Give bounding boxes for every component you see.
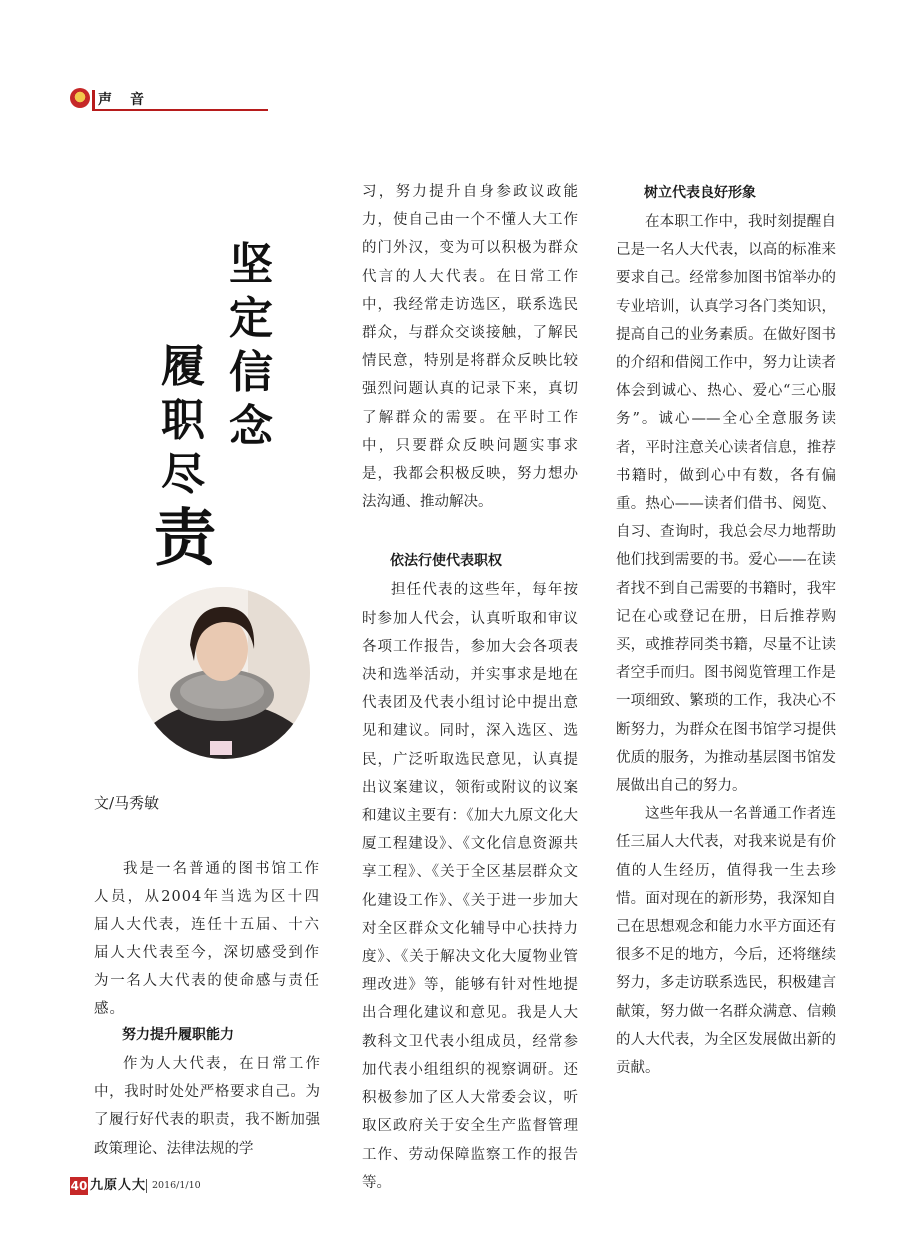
national-emblem-icon	[70, 88, 90, 108]
section-3-paragraph-2: 这些年我从一名普通工作者连任三届人大代表，对我来说是有价值的人生经历，值得我一生去珍惜。面对现在的新形势，我深知自己在思想观念和能力水平方面还有很多不足的地方，今后，还将继续努力，多走访联系选民，积极建言献策，努力做一名群众满意、信赖的人大代表，为全区发展做出新的贡献。	[616, 806, 836, 1077]
section-1-heading: 努力提升履职能力	[122, 1027, 234, 1043]
header-accent-bar	[92, 90, 95, 109]
section-1-paragraph-continued: 习，努力提升自身参政议政能力，使自己由一个不懂人大工作的门外汉，变为可以积极为群众代言的人大代表。在日常工作中，我经常走访选区，联系选民群众，与群众交谈接触，了解民情民意，特别是将群众反映比较强烈问题认真的记录下来，真切了解群众的需要。在平时工作中，只要群众反映问题实事求是，我都会积极反映，努力想办法沟通、推动解决。	[362, 184, 578, 511]
page-footer	[70, 1177, 250, 1195]
section-2-heading: 依法行使代表职权	[390, 553, 502, 570]
column-1	[94, 1024, 320, 1163]
title-line-1: 坚定信念	[229, 239, 273, 452]
section-3-heading: 树立代表良好形象	[644, 185, 756, 201]
header-rule	[92, 109, 268, 111]
byline: 文/马秀敏	[94, 794, 160, 812]
section-3-paragraph-1: 在本职工作中，我时刻提醒自己是一名人大代表，以高的标准来要求自己。经常参加图书馆举办的专业培训，认真学习各门类知识，提高自己的业务素质。在做好图书的介绍和借阅工作中，努力让读者体会到诚心、热心、爱心“三心服务”。诚心——全心全意服务读者，平时注意关心读者信息，推荐书籍时，做到心中有数，各有偏重。热心——读者们借书、阅览、自习、查询时，我总会尽力地帮助他们找到需要的书。爱心——在读者找不到自己需要的书籍时，我牢记在心或登记在册，日后推荐购买，或推荐同类书籍，尽量不让读者空手而归。图书阅览管理工作是一项细致、繁琐的工作，我决心不断努力，为群众在图书馆学习提供优质的服务，为推动基层图书馆发展做出自己的努力。	[616, 214, 836, 795]
footer-divider	[146, 1179, 147, 1193]
section-header	[70, 84, 200, 112]
title-line-3: 责	[153, 501, 216, 574]
section-1-paragraph: 作为人大代表，在日常工作中，我时时处处严格要求自己。为了履行好代表的职责，我不断加强政策理论、法律法规的学	[94, 1056, 320, 1157]
portrait-illustration	[138, 587, 310, 759]
section-2-paragraph: 担任代表的这些年，每年按时参加人代会，认真听取和审议各项工作报告，参加大会各项表决和选举活动，并实事求是地在代表团及代表小组讨论中提出意见和建议。同时，深入选区、选民，广泛听取选民意见，认真提出议案建议，领衔或附议的议案和建议主要有：《加大九原文化大厦工程建设》、《文化信息资源共享工程》、《关于全区基层群众文化建设工作》、《关于进一步加大对全区群众文化辅导中心扶持力度》、《关于解决文化大厦物业管理改进》等，能够有针对性地提出合理化建议和意见。我是人大教科文卫代表小组成员，经常参加代表小组组织的视察调研。还积极参加了区人大常委会议，听取区政府关于安全生产监督管理工作、劳动保障监察工作的报告等。	[362, 582, 578, 1191]
page-number: 40	[70, 1179, 88, 1193]
column-2	[362, 178, 578, 1197]
title-line-2: 履职尽	[161, 341, 205, 500]
section-label: 声音	[98, 92, 162, 108]
issue-date: 2016/1/10	[152, 1180, 201, 1191]
intro-paragraph: 我是一名普通的图书馆工作人员，从2004年当选为区十四届人大代表，连任十五届、十六届人大代表至今，深切感受到作为一名人大代表的使命感与责任感。	[94, 860, 320, 1017]
column-3	[616, 182, 836, 1082]
author-portrait	[138, 587, 310, 759]
magazine-name: 九原人大	[90, 1178, 147, 1193]
